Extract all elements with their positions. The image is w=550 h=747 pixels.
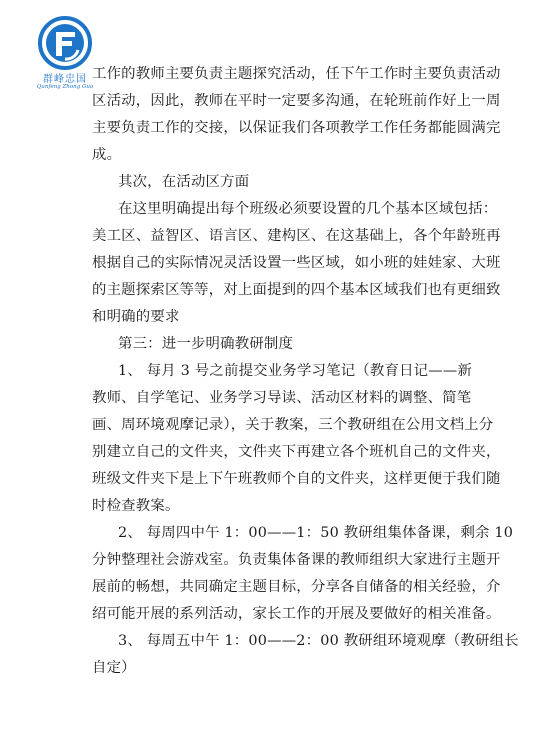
text-line: 展前的畅想，共同确定主题目标，分享各自储备的相关经验，介 (92, 579, 501, 595)
text-line: 和明确的要求 (92, 309, 180, 325)
text-line: 区活动，因此，教师在平时一定要多沟通，在轮班前作好上一周 (92, 93, 501, 109)
text-line: 画、周环境观摩记录），关于教案，三个教研组在公用文档上分 (92, 417, 494, 433)
logo-chinese-name: 群峰忠国 (43, 74, 87, 85)
section-heading: 第三：进一步明确教研制度 (118, 336, 294, 352)
list-item-1: 1、 每月 3 号之前提交业务学习笔记（教育日记——新 (118, 363, 473, 379)
text-line: 成。 (92, 147, 122, 163)
section-heading: 其次，在活动区方面 (118, 174, 250, 190)
logo-english-name: Qunfeng Zhong Guo (36, 84, 94, 90)
text-line: 时检查教案。 (92, 498, 180, 514)
text-line: 自定） (92, 660, 136, 676)
text-line: 班级文件夹下是上下午班教师个自的文件夹，这样更便于我们随 (92, 471, 501, 487)
text-line: 主要负责工作的交接，以保证我们各项教学工作任务都能圆满完 (92, 120, 501, 136)
list-item-3: 3、 每周五中午 1：00——2：00 教研组环境观摩（教研组长 (118, 633, 519, 649)
text-line: 教师、自学笔记、业务学习导读、活动区材料的调整、简笔 (92, 390, 472, 406)
text-line: 根据自己的实际情况灵活设置一些区域，如小班的娃娃家、大班 (92, 255, 501, 271)
text-line: 工作的教师主要负责主题探究活动，任下午工作时主要负责活动 (92, 66, 501, 82)
text-line: 别建立自己的文件夹，文件夹下再建立各个班机自己的文件夹， (92, 444, 501, 460)
text-line: 绍可能开展的系列活动，家长工作的开展及要做好的相关准备。 (92, 606, 501, 622)
text-line: 的主题探索区等等，对上面提到的四个基本区域我们也有更细致 (92, 282, 501, 298)
list-item-2: 2、 每周四中午 1：00——1：50 教研组集体备课，剩余 10 (118, 525, 514, 541)
text-line: 美工区、益智区、语言区、建构区、在这基础上，各个年龄班再 (92, 228, 501, 244)
text-line: 在这里明确提出每个班级必须要设置的几个基本区域包括： (118, 201, 498, 217)
text-line: 分钟整理社会游戏室。负责集体备课的教师组织大家进行主题开 (92, 552, 501, 568)
